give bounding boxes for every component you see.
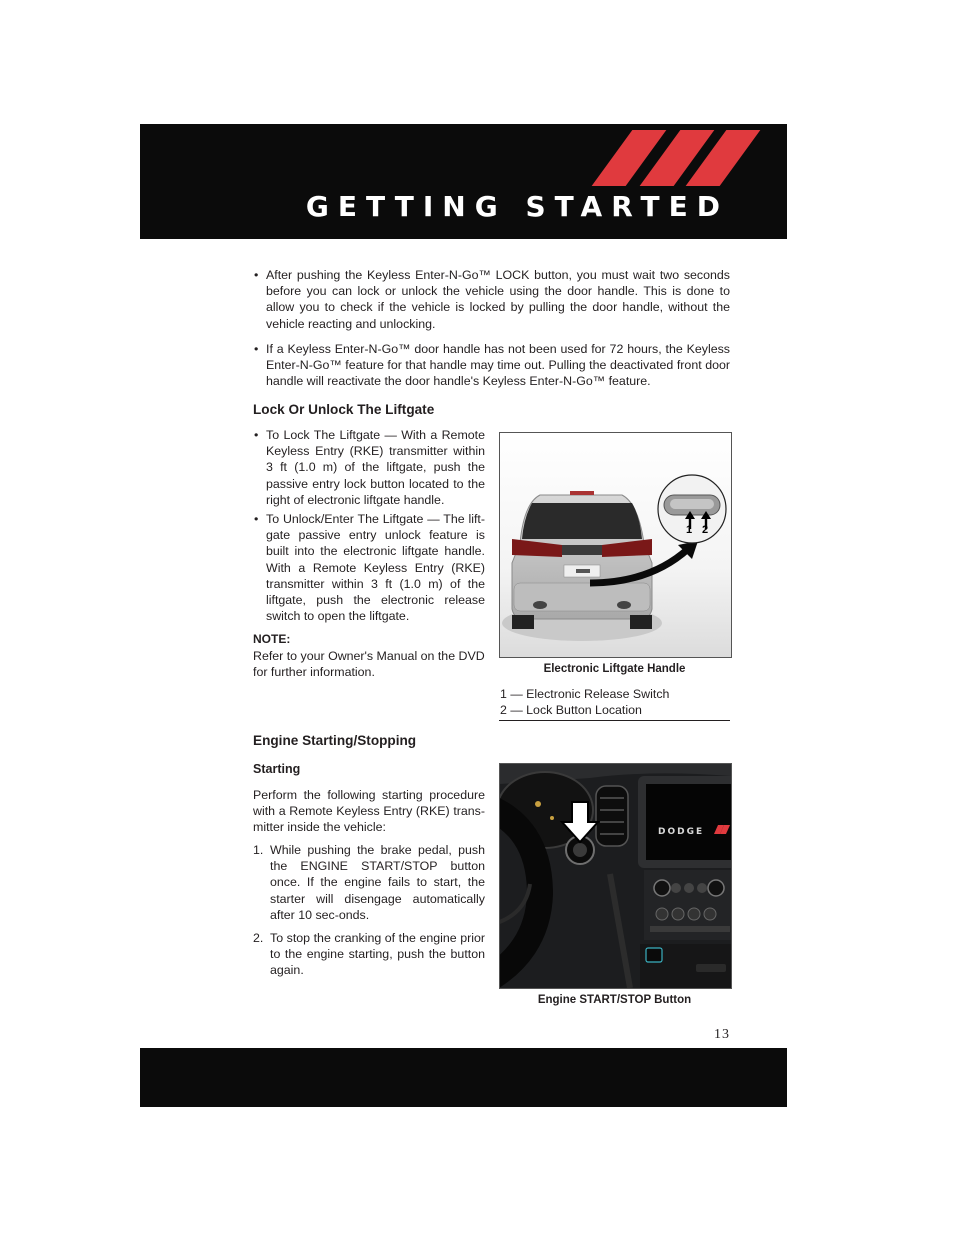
liftgate-figure-caption: Electronic Liftgate Handle xyxy=(543,663,686,675)
liftgate-heading: Lock Or Unlock The Liftgate xyxy=(253,402,435,417)
engine-heading: Engine Starting/Stopping xyxy=(253,733,417,748)
footer-band xyxy=(140,1048,787,1107)
starting-intro: Perform the following starting procedure with a Remote Keyless Entry (RKE) trans-mitter inside the vehicle: xyxy=(253,788,485,835)
screen-logo: DODGE xyxy=(658,827,705,837)
header-band xyxy=(140,124,787,239)
liftgate-bullet: • To Lock The Liftgate — With a Remote Keyless Entry (RKE) transmitter within 3 ft (1.0 m) of the liftgate, push the passive entry lock button located to the right of electronic liftgate handle. xyxy=(252,427,485,508)
starting-step: 2. To stop the cranking of the engine prior to the engine starting, push the button again. xyxy=(253,931,485,978)
page-number: 13 xyxy=(714,1027,730,1042)
section-title: GETTING STARTED xyxy=(305,190,729,223)
callout-2: 2 xyxy=(702,524,709,536)
liftgate-figure xyxy=(499,432,732,658)
dashboard-illustration xyxy=(500,764,731,988)
suv-rear-illustration xyxy=(500,433,731,657)
starting-step: 1. While pushing the brake pedal, push the ENGINE START/STOP button once. If the engine fails to start, the starter will disengage automatically after 10 sec-onds. xyxy=(253,843,485,922)
note-text: Refer to your Owner's Manual on the DVD for further information. xyxy=(253,649,485,680)
dashboard-figure xyxy=(499,763,732,989)
liftgate-bullet: • To Unlock/Enter The Liftgate — The lift-gate passive entry unlock feature is built into the electronic liftgate handle. With a Remote Keyless Entry (RKE) transmitter within 3 ft (1.0 m) of the liftgate, push the electronic release switch to open the liftgate. xyxy=(252,511,485,624)
liftgate-legend-item: 1 — Electronic Release Switch xyxy=(500,687,670,701)
callout-1: 1 xyxy=(686,524,693,536)
note-label: NOTE: xyxy=(253,632,291,646)
intro-bullet: • If a Keyless Enter-N-Go™ door handle has not been used for 72 hours, the Keyless Enter-N-Go™ feature for that handle may time out. Pulling the deactivated front door handle will reactivate the door handle's Keyless Enter-N-Go™ feature. xyxy=(252,341,730,390)
legend-divider xyxy=(499,720,730,721)
starting-subheading: Starting xyxy=(253,762,301,776)
liftgate-legend-item: 2 — Lock Button Location xyxy=(500,703,642,717)
dashboard-figure-caption: Engine START/STOP Button xyxy=(537,994,692,1006)
intro-bullet: • After pushing the Keyless Enter-N-Go™ LOCK button, you must wait two seconds before you can lock or unlock the vehicle using the door handle. This is done to allow you to check if the vehicle is locked by pulling the door handle, without the vehicle reacting and unlocking. xyxy=(252,267,730,332)
